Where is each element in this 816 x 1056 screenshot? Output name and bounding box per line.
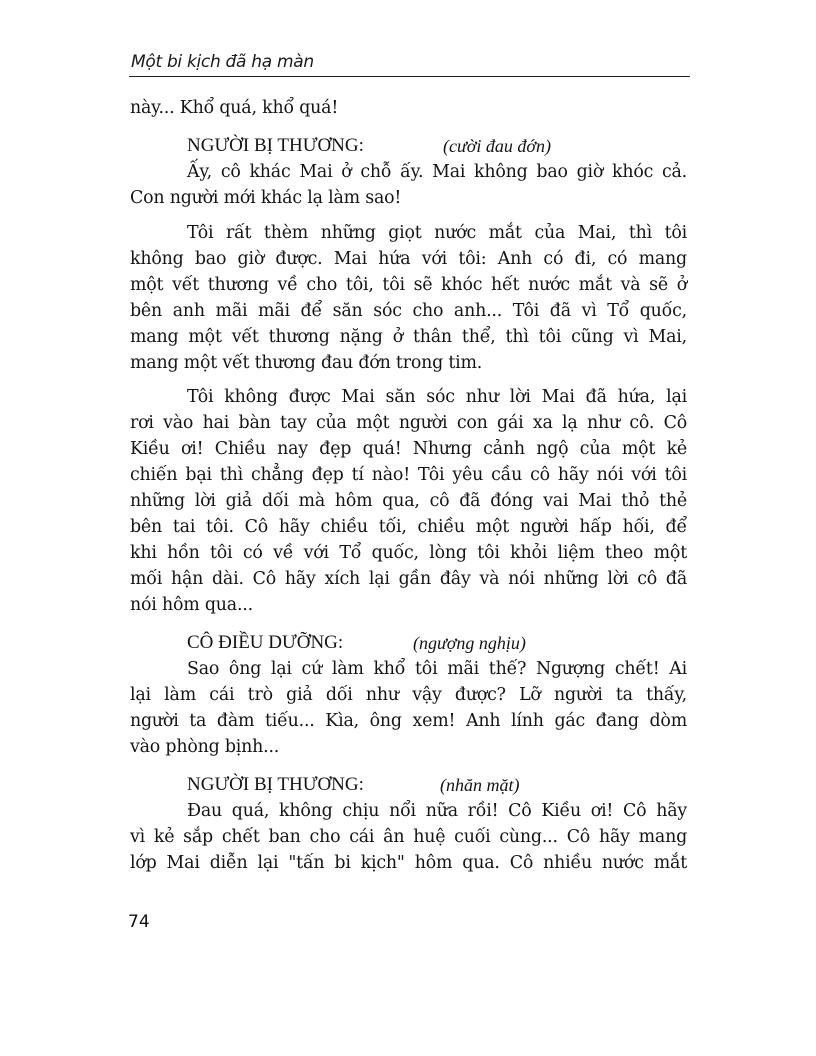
text-line: Ấy, cô khác Mai ở chỗ ấy. Mai không bao giờ khóc cả.	[187, 162, 687, 182]
text-line: Tôi không được Mai săn sóc như lời Mai đã hứa, lại	[187, 387, 687, 407]
stage-direction: (nhăn mặt)	[440, 775, 520, 795]
text-line: Đau quá, không chịu nổi nữa rồi! Cô Kiều ơi! Cô hãy	[187, 801, 687, 821]
text-line: Tôi rất thèm những giọt nước mắt của Mai, thì tôi	[187, 223, 687, 243]
text-line: lại làm cái trò giả dối như vậy được? Lỡ người ta thấy,	[130, 685, 687, 705]
page-number: 74	[128, 912, 150, 932]
text-line: mối hận dài. Cô hãy xích lại gần đây và nói những lời cô đã	[130, 569, 687, 589]
stage-direction: (ngượng nghịu)	[413, 633, 526, 653]
text-line: bên tai tôi. Cô hãy chiều tối, chiều một người hấp hối, để	[130, 517, 687, 537]
speaker-name: NGƯỜI BỊ THƯƠNG:	[187, 774, 364, 795]
text-line: một vết thương về cho tôi, tôi sẽ khóc hết nước mắt và sẽ ở	[130, 275, 687, 295]
header-rule	[129, 76, 690, 77]
text-line: Con người mới khác lạ làm sao!	[130, 188, 402, 208]
text-line: khi hồn tôi có về với Tổ quốc, lòng tôi khỏi liệm theo một	[130, 543, 687, 563]
text-line: nói hôm qua...	[130, 595, 253, 615]
text-line: vì kẻ sắp chết ban cho cái ân huệ cuối cùng... Cô hãy mang	[130, 827, 687, 847]
speaker-name: CÔ ĐIỀU DƯỠNG:	[187, 632, 344, 653]
text-line: mang một vết thương nặng ở thân thể, thì tôi cũng vì Mai,	[130, 327, 687, 347]
text-line: này... Khổ quá, khổ quá!	[130, 98, 339, 118]
running-header	[129, 52, 690, 78]
text-line: vào phòng bịnh...	[130, 737, 280, 757]
text-line: không bao giờ được. Mai hứa với tôi: Anh có đi, có mang	[130, 249, 687, 269]
stage-direction: (cười đau đớn)	[443, 136, 552, 156]
text-line: lớp Mai diễn lại "tấn bi kịch" hôm qua. Cô nhiều nước mắt	[130, 853, 687, 873]
running-title: Một bi kịch đã hạ màn	[131, 52, 314, 72]
text-line: rơi vào hai bàn tay của một người con gái xa lạ như cô. Cô	[130, 413, 687, 433]
text-line: mang một vết thương đau đớn trong tim.	[130, 353, 483, 373]
text-line: bên anh mãi mãi để săn sóc cho anh... Tôi đã vì Tổ quốc,	[130, 301, 687, 321]
text-line: người ta đàm tiếu... Kìa, ông xem! Anh lính gác đang dòm	[130, 711, 687, 731]
text-line: chiến bại thì chẳng đẹp tí nào! Tôi yêu cầu cô hãy nói với tôi	[130, 465, 687, 485]
speaker-name: NGƯỜI BỊ THƯƠNG:	[187, 135, 364, 156]
text-line: Kiều ơi! Chiều nay đẹp quá! Nhưng cảnh ngộ của một kẻ	[130, 439, 687, 459]
text-line: những lời giả dối mà hôm qua, cô đã đóng vai Mai thỏ thẻ	[130, 491, 687, 511]
text-line: Sao ông lại cứ làm khổ tôi mãi thế? Ngượng chết! Ai	[187, 659, 687, 679]
